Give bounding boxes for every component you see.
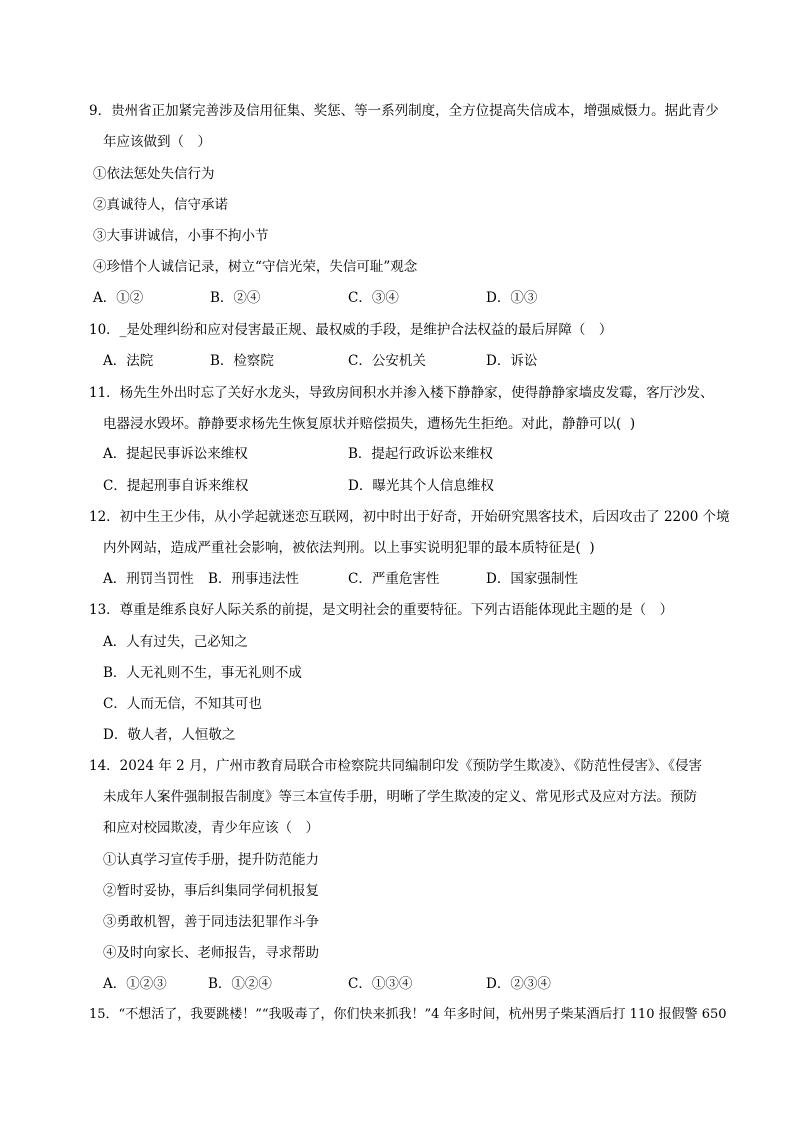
q9-option-a: A．①② [93,290,144,306]
q10-option-a: A．法院 [103,353,154,369]
q14-item-2: ②暂时妥协，事后纠集同学伺机报复 [103,883,319,899]
q9-item-4: ④珍惜个人诚信记录，树立“守信光荣，失信可耻”观念 [93,259,418,275]
q11-option-c: C．提起刑事自诉来维权 [103,478,249,494]
q11-option-a: A．提起民事诉讼来维权 [103,446,248,462]
q15-stem-line-1: 15．“不想活了，我要跳楼！”“我吸毒了，你们快来抓我！”4 年多时间，杭州男子柴某酒后打 110 报假警 650 [89,1007,727,1022]
q10-stem-line-1: 10．_是处理纠纷和应对侵害最正规、最权威的手段，是维护合法权益的最后屏障（ ） [89,322,613,338]
q9-option-b: B．②④ [210,290,261,306]
q13-option-a: A．人有过失，己必知之 [103,634,248,650]
q9-item-3: ③大事讲诚信，小事不拘小节 [93,228,269,244]
q10-option-b: B．检察院 [210,353,274,369]
q14-stem-line-2: 未成年人案件强制报告制度》等三本宣传手册，明晰了学生欺凌的定义、常见形式及应对方法。预防 [103,789,697,805]
q10-option-d: D．诉讼 [486,353,538,369]
q14-item-3: ③勇敢机智，善于同违法犯罪作斗争 [103,914,319,930]
q13-option-b: B．人无礼则不生，事无礼则不成 [103,665,302,681]
q14-item-1: ①认真学习宣传手册，提升防范能力 [103,852,319,868]
q14-stem-line-3: 和应对校园欺凌，青少年应该（ ） [103,820,319,836]
q10-option-c: C．公安机关 [348,353,426,369]
q14-option-c: C．①③④ [348,976,413,992]
q9-item-2: ②真诚待人，信守承诺 [93,197,228,213]
q9-stem-line-2: 年应该做到（ ） [103,134,211,150]
q11-stem-line-1: 11．杨先生外出时忘了关好水龙头，导致房间积水并渗入楼下静静家，使得静静家墙皮发霉，客厅沙发、 [89,385,714,401]
q14-stem-line-1: 14．2024 年 2 月，广州市教育局联合市检察院共同编制印发《预防学生欺凌》、《防范性侵害》、《侵害 [89,758,702,774]
q12-stem-line-2: 内外网站，造成严重社会影响，被依法判刑。以上事实说明犯罪的最本质特征是( ) [103,540,595,556]
q14-option-d: D．②③④ [486,976,551,992]
q11-stem-line-2: 电器浸水毁坏。静静要求杨先生恢复原状并赔偿损失，遭杨先生拒绝。对此，静静可以( ) [103,416,636,432]
q12-option-d: D．国家强制性 [486,571,578,587]
q14-option-a: A．①②③ [103,976,167,992]
q14-item-4: ④及时向家长、老师报告，寻求帮助 [103,945,319,961]
q12-option-a: A．刑罚当罚性 [103,571,194,587]
q13-stem-line-1: 13．尊重是维系良好人际关系的前提，是文明社会的重要特征。下列古语能体现此主题的是（ ） [89,602,674,618]
q11-option-d: D．曝光其个人信息维权 [348,478,494,494]
q14-option-b: B．①②④ [208,976,272,992]
q12-option-c: C．严重危害性 [348,571,440,587]
q12-stem-line-1: 12．初中生王少伟，从小学起就迷恋互联网，初中时出于好奇，开始研究黑客技术，后因攻击了 2200 个境 [89,509,730,525]
q9-option-c: C．③④ [348,290,399,306]
q11-option-b: B．提起行政诉讼来维权 [348,446,493,462]
q13-option-d: D．敬人者，人恒敬之 [103,727,236,743]
q9-item-1: ①依法惩处失信行为 [93,166,215,182]
q9-stem-line-1: 9．贵州省正加紧完善涉及信用征集、奖惩、等一系列制度，全方位提高失信成本，增强威慑力。据此青少 [89,103,719,119]
q12-option-b: B．刑事违法性 [208,571,299,587]
q13-option-c: C．人而无信，不知其可也 [103,696,262,712]
q9-option-d: D．①③ [486,290,538,306]
